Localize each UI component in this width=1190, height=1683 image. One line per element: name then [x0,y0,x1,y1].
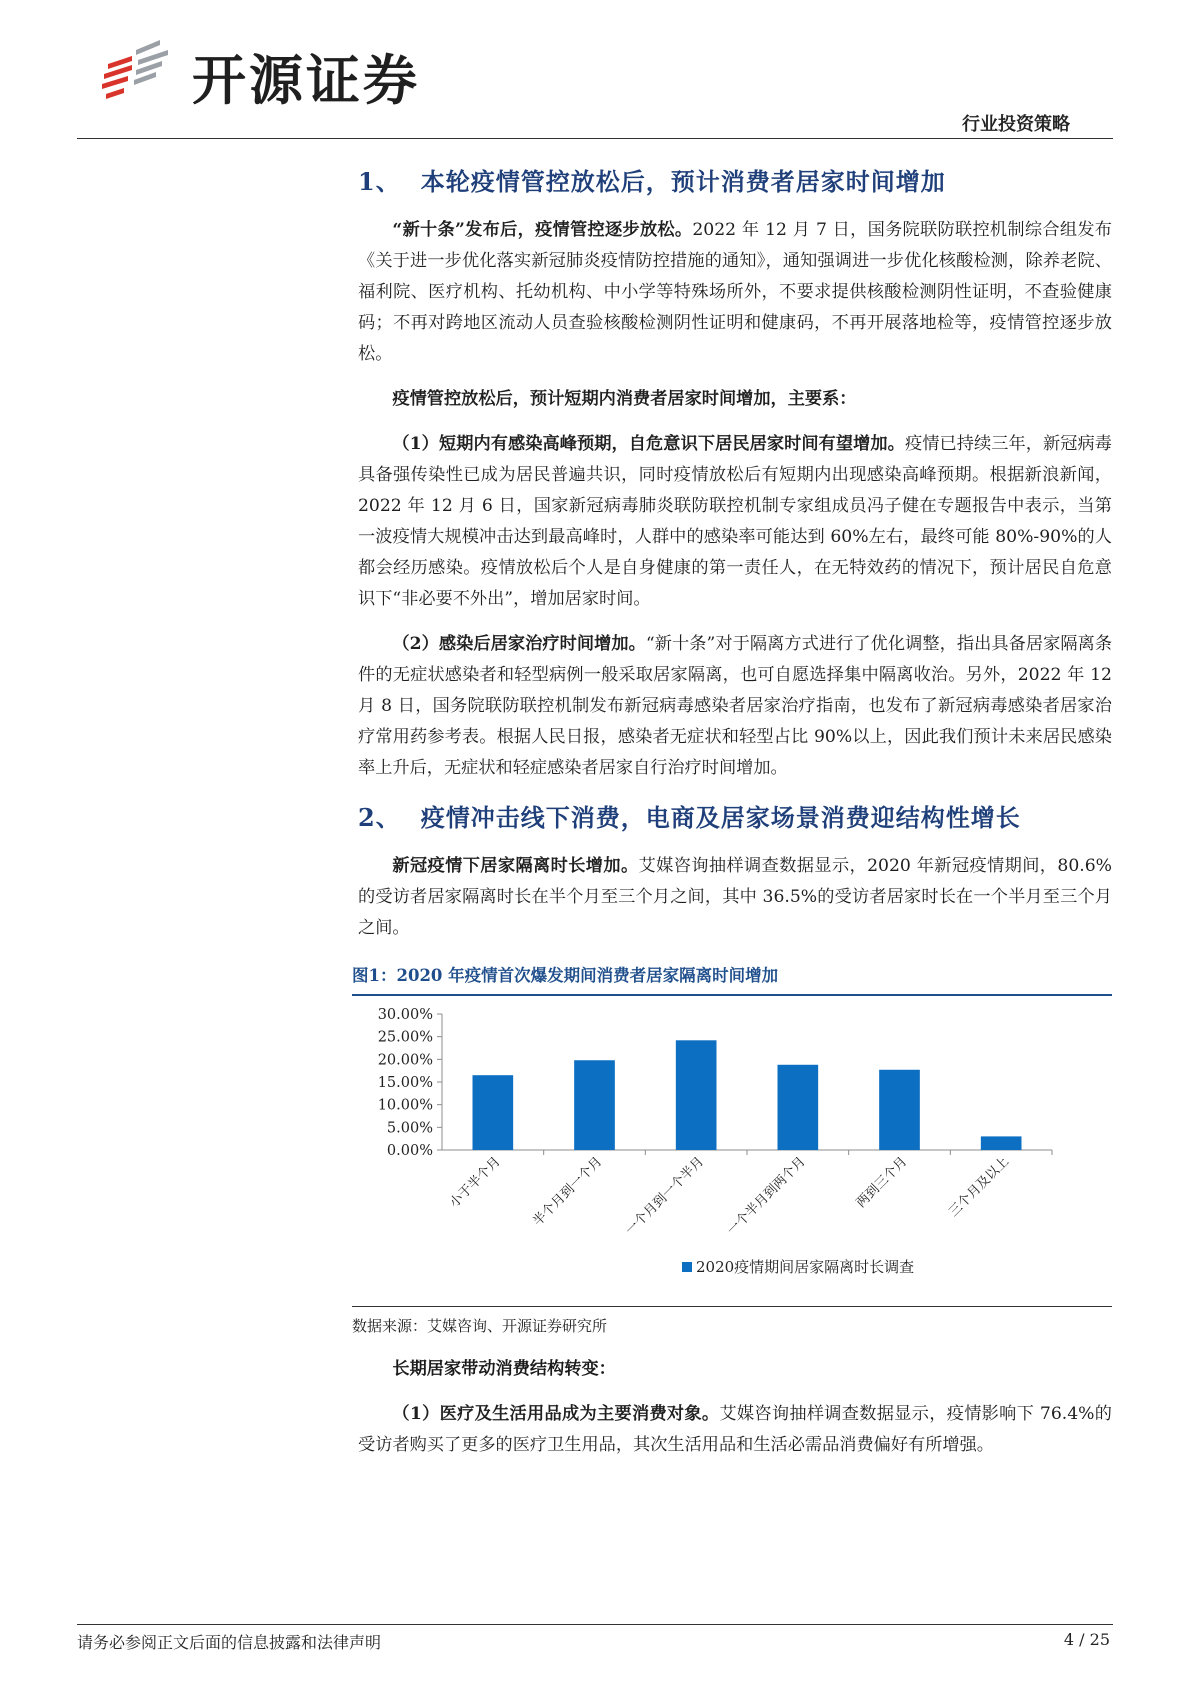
figure-title: 图1：2020 年疫情首次爆发期间消费者居家隔离时间增加 [352,966,779,985]
section-2-heading [358,798,1112,833]
x-tick-label: 小于半个月 [447,1154,504,1211]
paragraph-5-body: 艾媒咨询抽样调查数据显示，2020 年新冠疫情期间，80.6%的受访者居家隔离时长在半个月至三个月之间，其中 36.5%的受访者居家时长在一个半月至三个月之间。 [358,856,1112,938]
figure-source: 数据来源：艾媒咨询、开源证券研究所 [352,1317,608,1335]
paragraph-4-lead: （2）感染后居家治疗时间增加。 [392,634,646,654]
paragraph-1-body: 2022 年 12 月 7 日，国务院联防联控机制综合组发布《关于进一步优化落实新冠肺炎疫情防控措施的通知》，通知强调进一步优化核酸检测，除养老院、福利院、医疗机构、托幼机构、中小学等特殊场所外，不要求提供核酸检测阴性证明，不查验健康码；不再对跨地区流动人员查验核酸检测阴性证明和健康码，不再开展落地检等，疫情管控逐步放松。 [358,220,1112,364]
bar [778,1065,819,1150]
y-tick-label: 25.00% [377,1029,433,1046]
paragraph-7-lead: （1）医疗及生活用品成为主要消费对象。 [392,1404,720,1424]
page-header [0,0,1190,140]
figure-bottom-rule [352,1306,1112,1307]
x-tick-label: 一个月到一个半月 [622,1154,707,1239]
paragraph-7 [358,1399,1112,1461]
footer-disclaimer: 请务必参阅正文后面的信息披露和法律声明 [77,1633,382,1652]
paragraph-7-body: 艾媒咨询抽样调查数据显示，疫情影响下 76.4%的受访者购买了更多的医疗卫生用品，其次生活用品和生活必需品消费偏好有所增强。 [358,1404,1112,1455]
y-tick-label: 10.00% [377,1097,433,1114]
bar-chart [352,996,1112,1306]
section-1-heading [358,162,1112,197]
paragraph-3 [358,429,1112,615]
brand-logo-icon [98,30,178,110]
section-1-title: 本轮疫情管控放松后，预计消费者居家时间增加 [420,167,946,196]
paragraph-5-lead: 新冠疫情下居家隔离时长增加。 [392,856,639,876]
y-tick-label: 30.00% [377,1007,433,1023]
bar [574,1060,615,1150]
y-tick-label: 15.00% [377,1075,433,1091]
paragraph-1 [358,215,1112,370]
page-number: 4 / 25 [1063,1630,1110,1649]
bar [981,1136,1022,1150]
bar [473,1075,514,1150]
chart-container [352,996,1112,1306]
x-tick-label: 半个月到一个月 [530,1154,606,1230]
y-tick-label: 0.00% [386,1143,433,1159]
x-tick-label: 三个月及以上 [946,1154,1012,1220]
paragraph-3-lead: （1）短期内有感染高峰预期，自危意识下居民居家时间有望增加。 [392,434,905,454]
bar [676,1040,717,1150]
legend-label: 2020疫情期间居家隔离时长调查 [696,1258,915,1276]
y-tick-label: 5.00% [386,1120,433,1137]
legend-swatch [682,1262,692,1272]
x-tick-label: 一个半月到两个月 [724,1154,809,1239]
header-rule [77,138,1113,139]
main-content [352,150,1113,1475]
section-2-title: 疫情冲击线下消费，电商及居家场景消费迎结构性增长 [420,803,1021,832]
brand-name: 开源证券 [192,49,420,112]
y-tick-label: 20.00% [377,1052,433,1069]
paragraph-2 [358,384,1112,415]
paragraph-4-body: “新十条”对于隔离方式进行了优化调整，指出具备居家隔离条件的无症状感染者和轻型病例一般采取居家隔离，也可自愿选择集中隔离收治。另外，2022 年 12 月 8 日，国务院联防联控机制发布新冠病毒感染者居家治疗指南，也发布了新冠病毒感染者居家治疗常用药参考表。根据人民日报，感染者无症状和轻型占比 90%以上，因此我们预计未来居民感染率上升后，无症状和轻症感染者居家自行治疗时间增加。 [358,634,1113,778]
section-tag: 行业投资策略 [962,114,1070,135]
x-tick-label: 两到三个月 [853,1154,911,1211]
paragraph-3-body: 疫情已持续三年，新冠病毒具备强传染性已成为居民普遍共识，同时疫情放松后有短期内出现感染高峰预期。根据新浪新闻，2022 年 12 月 6 日，国家新冠病毒肺炎联防联控机制专家组成员冯子健在专题报告中表示，当第一波疫情大规模冲击达到最高峰时，人群中的感染率可能达到 60%左右，最终可能 80%-90%的人都会经历感染。疫情放松后个人是自身健康的第一责任人，在无特效药的情况下，预计居民自危意识下“非必要不外出”，增加居家时间。 [358,434,1112,609]
section-1-number: 1、 [358,167,401,196]
footer-rule [77,1624,1113,1625]
bar [879,1070,920,1150]
paragraph-2-lead: 疫情管控放松后，预计短期内消费者居家时间增加，主要系： [392,389,857,409]
section-2-number: 2、 [358,803,401,832]
paragraph-4 [358,629,1112,784]
paragraph-6: 长期居家带动消费结构转变： [392,1359,616,1379]
paragraph-5 [358,851,1112,944]
paragraph-1-lead: “新十条”发布后，疫情管控逐步放松。 [392,220,693,240]
